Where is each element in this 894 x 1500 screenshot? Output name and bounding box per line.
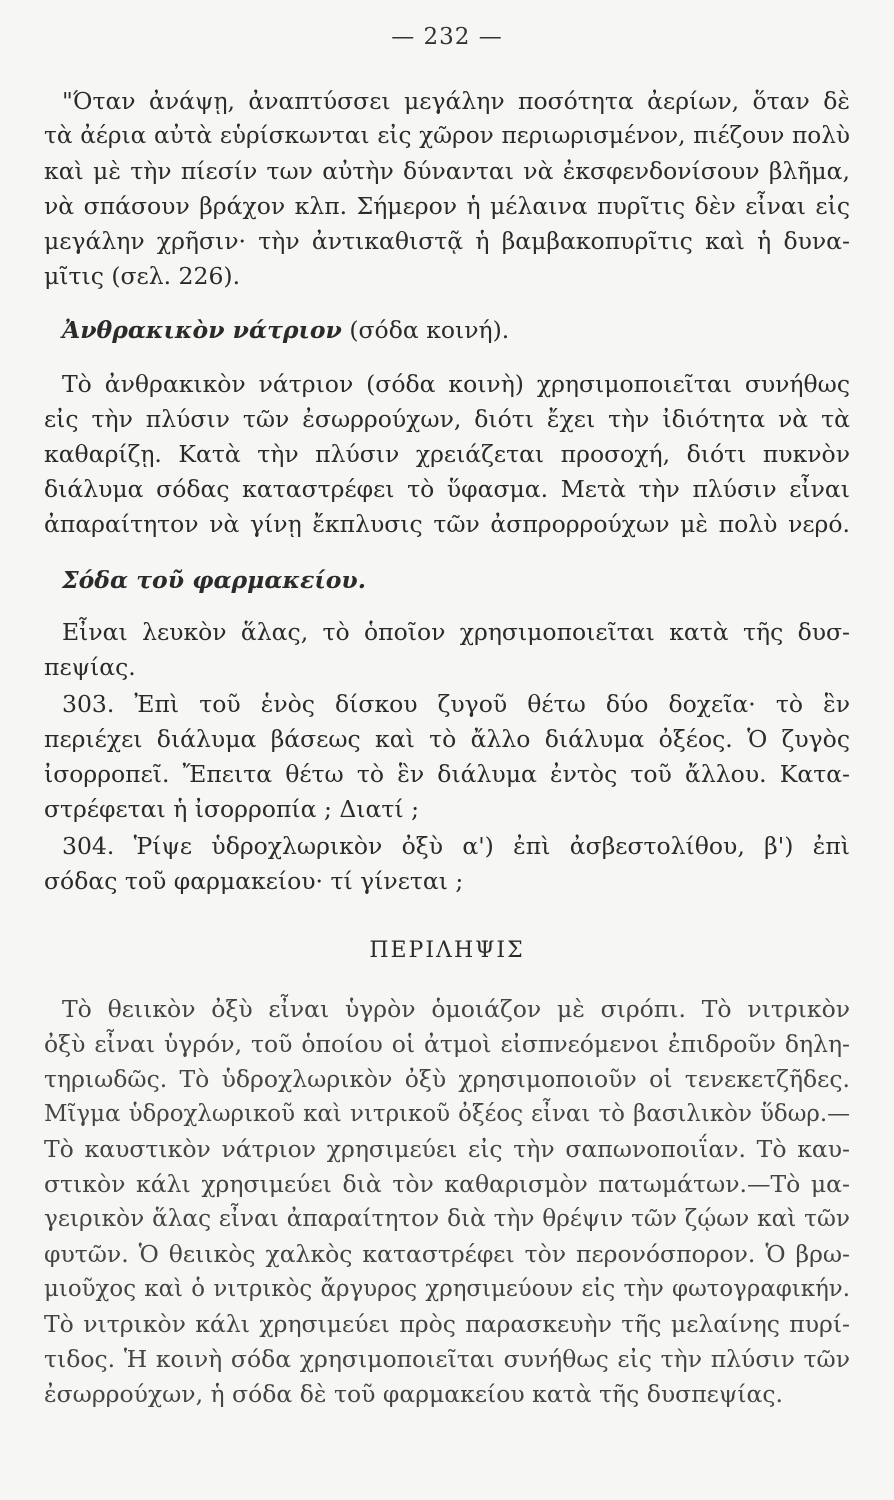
summary-line: στικὸν κάλι χρησιμεύει διὰ τὸν καθαρισμὸν πατωμάτων.—Τὸ μα- bbox=[44, 1170, 850, 1198]
summary-line: Τὸ θειικὸν ὀξὺ εἶναι ὑγρὸν ὁμοιάζον μὲ σιρόπι. Τὸ νιτρικὸν bbox=[62, 995, 850, 1023]
exercise-line: 303. Ἐπὶ τοῦ ἑνὸς δίσκου ζυγοῦ θέτω δύο δοχεῖα· τὸ ἓν bbox=[62, 690, 850, 718]
summary-line: ἐσωρρούχων, ἡ σόδα δὲ τοῦ φαρμακείου κατὰ τῆς δυσπεψίας. bbox=[44, 1380, 783, 1408]
heading-note: (σόδα κοινή). bbox=[341, 316, 510, 344]
paragraph-line: εἰς τὴν πλύσιν τῶν ἐσωρρούχων, διότι ἔχει τὴν ἰδιότητα νὰ τὰ bbox=[44, 405, 850, 433]
exercise-line: ἰσορροπεῖ. Ἔπειτα θέτω τὸ ἓν διάλυμα ἐντὸς τοῦ ἄλλου. Κατα- bbox=[44, 760, 850, 788]
section-heading bbox=[62, 315, 868, 345]
section-heading: Σόδα τοῦ φαρμακείου. bbox=[62, 566, 366, 594]
exercise-line: σόδας τοῦ φαρμακείου· τί γίνεται ; bbox=[44, 867, 464, 895]
summary-line: γειρικὸν ἅλας εἶναι ἀπαραίτητον διὰ τὴν θρέψιν τῶν ζῴων καὶ τῶν bbox=[44, 1205, 850, 1232]
paragraph-line: μῖτις (σελ. 226). bbox=[44, 262, 241, 290]
paragraph-line: ἀπαραίτητον νὰ γίνῃ ἔκπλυσις τῶν ἀσπρορρούχων μὲ πολὺ νερό. bbox=[44, 510, 850, 538]
page-number: — 232 — bbox=[391, 24, 503, 50]
summary-line: Μῖγμα ὑδροχλωρικοῦ καὶ νιτρικοῦ ὀξέος εἶναι τὸ βασιλικὸν ὕδωρ.— bbox=[44, 1101, 850, 1127]
paragraph-line: διάλυμα σόδας καταστρέφει τὸ ὕφασμα. Μετὰ τὴν πλύσιν εἶναι bbox=[44, 475, 850, 503]
summary-line: τηριωδῶς. Τὸ ὑδροχλωρικὸν ὀξὺ χρησιμοποιοῦν οἱ τενεκετζῆδες. bbox=[44, 1065, 850, 1093]
summary-line: τιδος. Ἡ κοινὴ σόδα χρησιμοποιεῖται συνήθως εἰς τὴν πλύσιν τῶν bbox=[44, 1345, 850, 1373]
paragraph-line: Τὸ ἀνθρακικὸν νάτριον (σόδα κοινὴ) χρησιμοποιεῖται συνήθως bbox=[62, 370, 850, 398]
summary-line: ὀξὺ εἶναι ὑγρόν, τοῦ ὁποίου οἱ ἀτμοὶ εἰσπνεόμενοι ἐπιδροῦν δηλη- bbox=[44, 1030, 850, 1058]
paragraph-line: νὰ σπάσουν βράχον κλπ. Σήμερον ἡ μέλαινα πυρῖτις δὲν εἶναι εἰς bbox=[44, 192, 850, 220]
exercise-line: στρέφεται ἡ ἰσορροπία ; Διατί ; bbox=[44, 795, 419, 823]
heading-term: Ἀνθρακικὸν νάτριον bbox=[62, 316, 342, 344]
paragraph-line: καθαρίζῃ. Κατὰ τὴν πλύσιν χρειάζεται προσοχή, διότι πυκνὸν bbox=[44, 440, 850, 468]
summary-line: Τὸ νιτρικὸν κάλι χρησιμεύει πρὸς παρασκευὴν τῆς μελαίνης πυρί- bbox=[44, 1310, 850, 1338]
paragraph-line: Εἶναι λευκὸν ἅλας, τὸ ὁποῖον χρησιμοποιεῖται κατὰ τῆς δυσ- bbox=[62, 618, 850, 646]
paragraph-line: μεγάλην χρῆσιν· τὴν ἀντικαθιστᾷ ἡ βαμβακοπυρῖτις καὶ ἡ δυνα- bbox=[44, 227, 850, 255]
summary-line: μιοῦχος καὶ ὁ νιτρικὸς ἄργυρος χρησιμεύουν εἰς τὴν φωτογραφικήν. bbox=[44, 1276, 850, 1302]
paragraph-line: καὶ μὲ τὴν πίεσίν των αὐτὴν δύνανται νὰ ἐκσφενδονίσουν βλῆμα, bbox=[44, 157, 850, 185]
paragraph-line: "Όταν ἀνάψῃ, ἀναπτύσσει μεγάλην ποσότητα ἀερίων, ὅταν δὲ bbox=[62, 87, 850, 115]
summary-line: Τὸ καυστικὸν νάτριον χρησιμεύει εἰς τὴν σαπωνοποιΐαν. Τὸ καυ- bbox=[44, 1135, 850, 1163]
summary-line: φυτῶν. Ὁ θειικὸς χαλκὸς καταστρέφει τὸν περονόσπορον. Ὁ βρω- bbox=[44, 1240, 850, 1268]
summary-title: ΠΕΡΙΛΗΨΙΣ bbox=[369, 938, 525, 963]
exercise-line: 304. Ῥίψε ὑδροχλωρικὸν ὀξὺ α') ἐπὶ ἀσβεστολίθου, β') ἐπὶ bbox=[62, 832, 850, 860]
exercise-line: περιέχει διάλυμα βάσεως καὶ τὸ ἄλλο διάλυμα ὀξέος. Ὁ ζυγὸς bbox=[44, 725, 850, 753]
paragraph-line: πεψίας. bbox=[44, 653, 136, 681]
paragraph-line: τὰ ἀέρια αὐτὰ εὑρίσκωνται εἰς χῶρον περιωρισμένον, πιέζουν πολὺ bbox=[44, 122, 850, 149]
